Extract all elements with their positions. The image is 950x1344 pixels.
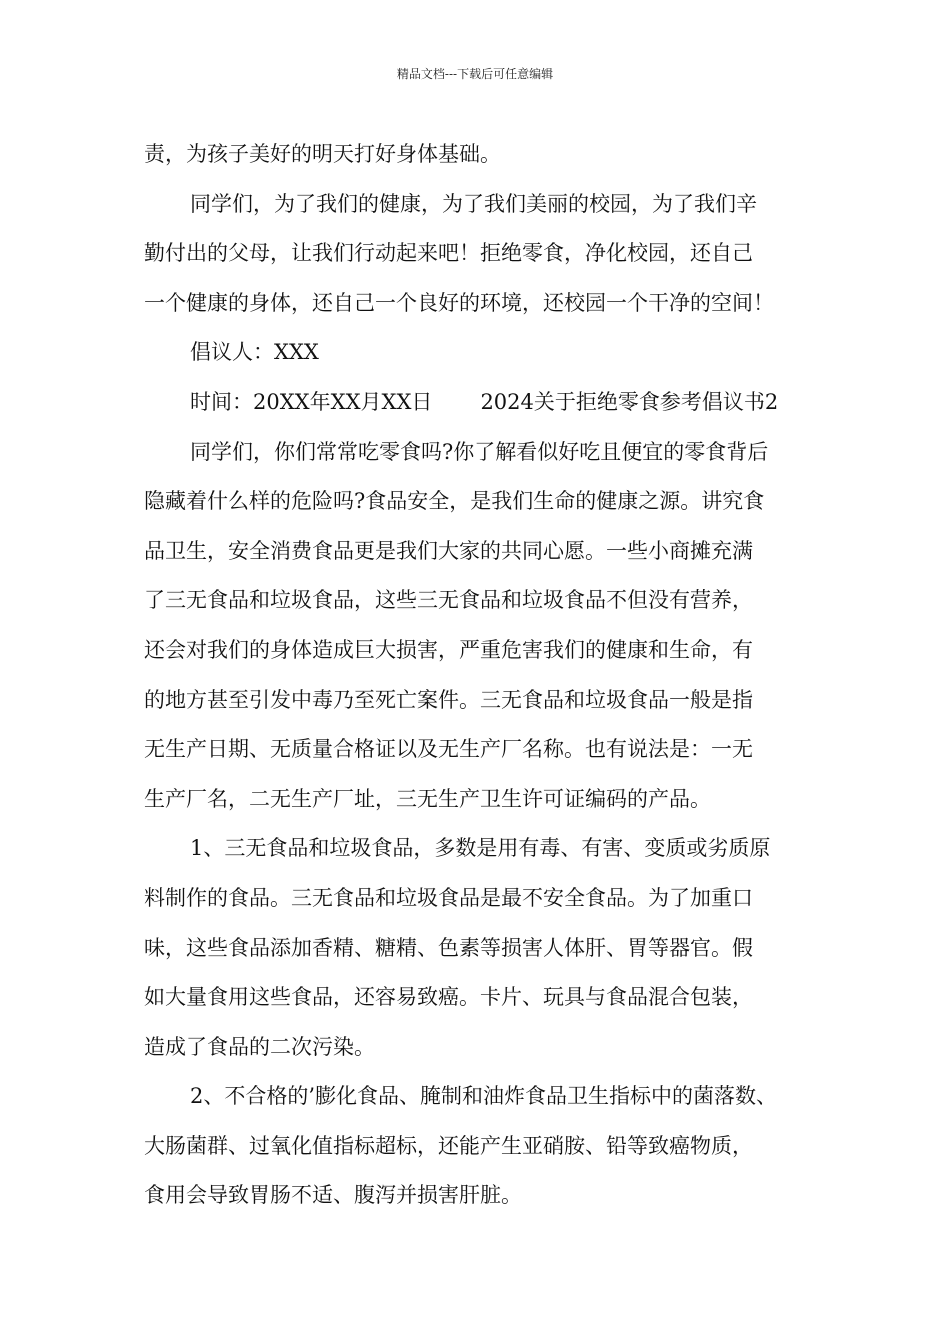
text-line-content: 倡议人：XXX: [190, 340, 319, 365]
text-line: [144, 1023, 814, 1073]
text-line: [144, 973, 814, 1023]
text-line-content: 食用会导致胃肠不适、腹泻并损害肝脏。: [144, 1183, 522, 1208]
text-line-content: 如大量食用这些食品，还容易致癌。卡片、玩具与食品混合包装，: [144, 985, 753, 1010]
text-line: [144, 229, 814, 279]
text-line-content: 勤付出的父母，让我们行动起来吧！拒绝零食，净化校园，还自己: [144, 241, 753, 266]
text-line: [144, 180, 814, 230]
text-line-content: 无生产日期、无质量合格证以及无生产厂名称。也有说法是：一无: [144, 737, 753, 762]
text-line-content: 2、不合格的’膨化食品、腌制和油炸食品卫生指标中的菌落数、: [190, 1084, 778, 1109]
text-line: [144, 1122, 814, 1172]
text-line-content: 责，为孩子美好的明天打好身体基础。: [144, 142, 501, 166]
text-line: [144, 676, 814, 726]
text-line: [144, 130, 814, 180]
text-line-content: 1、三无食品和垃圾食品，多数是用有毒、有害、变质或劣质原: [190, 836, 771, 861]
text-line-content: 品卫生，安全消费食品更是我们大家的共同心愿。一些小商摊充满: [144, 538, 753, 563]
text-line: [144, 824, 814, 874]
text-line: [144, 874, 814, 924]
text-line: [144, 576, 814, 626]
text-line-content: 料制作的食品。三无食品和垃圾食品是最不安全食品。为了加重口: [144, 885, 753, 910]
text-line-content: 生产厂名，二无生产厂址，三无生产卫生许可证编码的产品。: [144, 786, 711, 811]
text-line-content: 同学们，你们常常吃零食吗?你了解看似好吃且便宜的零食背后: [190, 439, 769, 464]
text-line: [144, 477, 814, 527]
text-line: [144, 725, 814, 775]
text-line-content: 造成了食品的二次污染。: [144, 1034, 375, 1059]
text-line: [144, 775, 814, 825]
text-line: [144, 527, 814, 577]
text-line: [144, 378, 814, 428]
text-line: [144, 328, 814, 378]
text-line-content: 同学们，为了我们的健康，为了我们美丽的校园，为了我们辛: [190, 191, 757, 216]
body-text: [144, 130, 814, 1221]
text-line-content: 了三无食品和垃圾食品，这些三无食品和垃圾食品不但没有营养，: [144, 588, 753, 613]
text-line: [144, 428, 814, 478]
text-line-content: 还会对我们的身体造成巨大损害，严重危害我们的健康和生命，有: [144, 637, 753, 662]
text-line-content: 味，这些食品添加香精、糖精、色素等损害人体肝、胃等器官。假: [144, 935, 753, 960]
text-line: [144, 924, 814, 974]
text-line-content: 大肠菌群、过氧化值指标超标，还能产生亚硝胺、铅等致癌物质，: [144, 1133, 753, 1158]
text-line: [144, 279, 814, 329]
section-heading: 2024关于拒绝零食参考倡议书2: [480, 389, 779, 414]
text-line-content: 隐藏着什么样的危险吗?食品安全，是我们生命的健康之源。讲究食: [144, 489, 765, 514]
page-header: 精品文档---下载后可任意编辑: [396, 67, 554, 81]
text-line-content: 时间：20XX年XX月XX日: [190, 389, 433, 414]
text-line: [144, 1072, 814, 1122]
text-line-content: 的地方甚至引发中毒乃至死亡案件。三无食品和垃圾食品一般是指: [144, 687, 753, 712]
text-line: [144, 1171, 814, 1221]
text-line: [144, 626, 814, 676]
text-line-content: 一个健康的身体，还自己一个良好的环境，还校园一个干净的空间！: [144, 290, 774, 315]
